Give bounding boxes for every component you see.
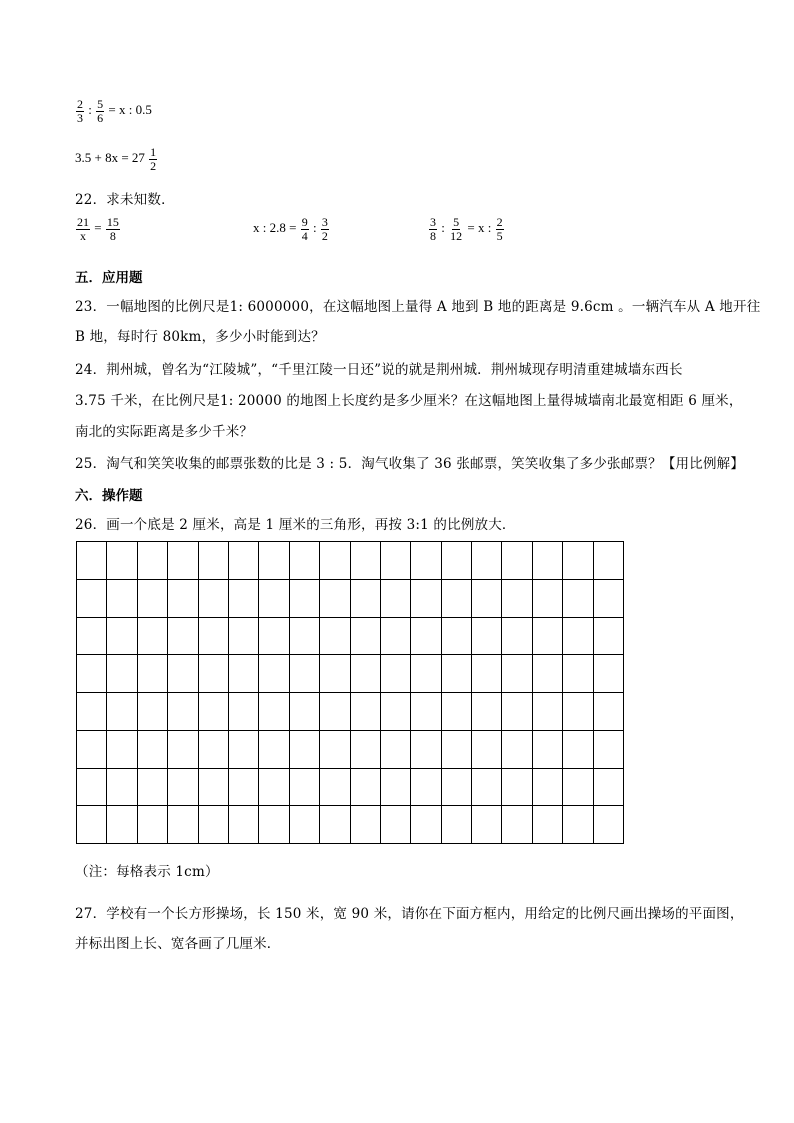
grid-cell[interactable] [563, 769, 593, 807]
grid-cell[interactable] [351, 542, 381, 580]
grid-cell[interactable] [168, 580, 198, 618]
grid-cell[interactable] [229, 769, 259, 807]
grid-cell[interactable] [472, 655, 502, 693]
q22-equation-1: $\frac{21}{x}$ = $\frac{15}{8}$ [77, 215, 119, 243]
section-heading-operations: 六．操作题 [75, 488, 143, 504]
question-25-line-1: 25．淘气和笑笑收集的邮票张数的比是 3 : 5．淘气收集了 36 张邮票，笑笑收集了多少张邮票？【用比例解】 [75, 456, 745, 472]
grid-cell[interactable] [533, 693, 563, 731]
grid-cell[interactable] [442, 618, 472, 656]
grid-cell[interactable] [107, 580, 137, 618]
grid-cell[interactable] [411, 731, 441, 769]
grid-cell[interactable] [472, 580, 502, 618]
grid-cell[interactable] [442, 655, 472, 693]
grid-cell[interactable] [259, 618, 289, 656]
grid-cell[interactable] [320, 655, 350, 693]
grid-cell[interactable] [77, 731, 107, 769]
grid-cell[interactable] [351, 655, 381, 693]
grid-cell[interactable] [502, 542, 532, 580]
grid-cell[interactable] [259, 731, 289, 769]
fraction: $\frac{21}{x}$ [77, 215, 89, 243]
grid-cell[interactable] [320, 618, 350, 656]
grid-cell[interactable] [138, 731, 168, 769]
grid-cell[interactable] [533, 655, 563, 693]
grid-cell[interactable] [290, 542, 320, 580]
grid-cell[interactable] [107, 618, 137, 656]
grid-cell[interactable] [290, 580, 320, 618]
grid-cell[interactable] [594, 731, 624, 769]
grid-cell[interactable] [411, 542, 441, 580]
grid-cell[interactable] [472, 542, 502, 580]
grid-cell[interactable] [168, 618, 198, 656]
fraction: $\frac{2}{5}$ [496, 215, 503, 243]
grid-cell[interactable] [107, 806, 137, 844]
grid-cell[interactable] [533, 731, 563, 769]
grid-cell[interactable] [107, 693, 137, 731]
equation-lhs: 3.5 + 8x = 27 [75, 150, 145, 166]
grid-cell[interactable] [77, 769, 107, 807]
grid-cell[interactable] [138, 580, 168, 618]
grid-cell[interactable] [107, 731, 137, 769]
grid-cell[interactable] [533, 769, 563, 807]
drawing-grid[interactable] [76, 541, 624, 844]
question-23-line-2: B 地，每时行 80km，多少小时能到达？ [75, 329, 325, 345]
grid-cell[interactable] [199, 769, 229, 807]
question-27-line-2: 并标出图上长、宽各画了几厘米． [75, 936, 281, 952]
grid-cell[interactable] [77, 693, 107, 731]
grid-cell[interactable] [199, 731, 229, 769]
grid-cell[interactable] [381, 580, 411, 618]
grid-cell[interactable] [381, 731, 411, 769]
grid-cell[interactable] [594, 806, 624, 844]
grid-cell[interactable] [320, 731, 350, 769]
grid-cell[interactable] [199, 580, 229, 618]
grid-cell[interactable] [563, 580, 593, 618]
grid-cell[interactable] [229, 618, 259, 656]
grid-cell[interactable] [138, 769, 168, 807]
grid-cell[interactable] [168, 731, 198, 769]
grid-cell[interactable] [533, 806, 563, 844]
grid-cell[interactable] [320, 542, 350, 580]
fraction: $\frac{5}{12}$ [450, 215, 463, 243]
grid-cell[interactable] [229, 655, 259, 693]
grid-cell[interactable] [259, 769, 289, 807]
grid-cell[interactable] [351, 769, 381, 807]
grid-cell[interactable] [594, 693, 624, 731]
grid-cell[interactable] [138, 693, 168, 731]
grid-cell[interactable] [320, 769, 350, 807]
grid-cell[interactable] [107, 542, 137, 580]
grid-cell[interactable] [502, 731, 532, 769]
grid-cell[interactable] [199, 693, 229, 731]
grid-cell[interactable] [229, 580, 259, 618]
grid-cell[interactable] [290, 731, 320, 769]
grid-cell[interactable] [107, 655, 137, 693]
grid-cell[interactable] [411, 655, 441, 693]
grid-cell[interactable] [77, 618, 107, 656]
grid-cell[interactable] [199, 542, 229, 580]
fraction: $\frac{1}{2}$ [150, 145, 157, 173]
grid-cell[interactable] [290, 769, 320, 807]
grid-cell[interactable] [563, 693, 593, 731]
grid-cell[interactable] [563, 731, 593, 769]
grid-cell[interactable] [77, 655, 107, 693]
grid-cell[interactable] [472, 769, 502, 807]
grid-cell[interactable] [502, 655, 532, 693]
grid-cell[interactable] [563, 542, 593, 580]
grid-cell[interactable] [168, 693, 198, 731]
grid-cell[interactable] [168, 655, 198, 693]
fraction: $\frac{3}{2}$ [321, 215, 328, 243]
grid-cell[interactable] [502, 618, 532, 656]
grid-cell[interactable] [77, 580, 107, 618]
grid-cell[interactable] [229, 806, 259, 844]
equation-2 [75, 146, 158, 172]
grid-note: （注：每格表示 1cm） [75, 864, 219, 880]
grid-cell[interactable] [411, 806, 441, 844]
grid-cell[interactable] [442, 769, 472, 807]
grid-cell[interactable] [320, 580, 350, 618]
grid-cell[interactable] [563, 618, 593, 656]
grid-cell[interactable] [138, 542, 168, 580]
question-26-line-1: 26．画一个底是 2 厘米，高是 1 厘米的三角形，再按 3:1 的比例放大． [75, 517, 516, 533]
grid-cell[interactable] [168, 542, 198, 580]
grid-cell[interactable] [533, 580, 563, 618]
grid-cell[interactable] [381, 655, 411, 693]
grid-cell[interactable] [290, 693, 320, 731]
grid-cell[interactable] [259, 693, 289, 731]
question-22-title: 22．求未知数． [75, 192, 175, 208]
grid-cell[interactable] [168, 806, 198, 844]
grid-cell[interactable] [290, 806, 320, 844]
grid-cell[interactable] [259, 655, 289, 693]
grid-cell[interactable] [381, 542, 411, 580]
grid-cell[interactable] [411, 618, 441, 656]
grid-cell[interactable] [77, 542, 107, 580]
grid-cell[interactable] [381, 806, 411, 844]
grid-cell[interactable] [259, 580, 289, 618]
grid-cell[interactable] [442, 542, 472, 580]
grid-cell[interactable] [199, 618, 229, 656]
equation-1: $\frac{2}{3}$ : $\frac{5}{6}$ = x : 0.5 [77, 97, 152, 125]
grid-cell[interactable] [320, 806, 350, 844]
grid-cell[interactable] [442, 806, 472, 844]
grid-cell[interactable] [381, 618, 411, 656]
grid-cell[interactable] [442, 731, 472, 769]
grid-cell[interactable] [411, 580, 441, 618]
grid-cell[interactable] [138, 655, 168, 693]
grid-cell[interactable] [533, 618, 563, 656]
grid-cell[interactable] [229, 731, 259, 769]
fraction: $\frac{5}{6}$ [97, 97, 104, 125]
question-23-line-1: 23．一幅地图的比例尺是1: 6000000，在这幅地图上量得 A 地到 B 地的距离是 9.6cm 。一辆汽车从 A 地开往 [75, 299, 761, 315]
grid-cell[interactable] [472, 806, 502, 844]
grid-cell[interactable] [411, 693, 441, 731]
grid-cell[interactable] [381, 769, 411, 807]
fraction: $\frac{9}{4}$ [301, 215, 308, 243]
grid-cell[interactable] [199, 655, 229, 693]
grid-cell[interactable] [502, 769, 532, 807]
grid-cell[interactable] [594, 769, 624, 807]
grid-cell[interactable] [229, 542, 259, 580]
section-heading-applications: 五．应用题 [75, 270, 143, 286]
grid-cell[interactable] [168, 769, 198, 807]
fraction: $\frac{15}{8}$ [106, 215, 119, 243]
grid-cell[interactable] [533, 542, 563, 580]
grid-cell[interactable] [472, 693, 502, 731]
q22-equation-2: x : 2.8 = $\frac{9}{4}$ : $\frac{3}{2}$ [253, 215, 328, 243]
grid-cell[interactable] [502, 580, 532, 618]
question-24-line-2: 3.75 千米，在比例尺是1: 20000 的地图上长度约是多少厘米？在这幅地图上量得城墙南北最宽相距 6 厘米， [75, 393, 743, 409]
grid-cell[interactable] [320, 693, 350, 731]
fraction: $\frac{3}{8}$ [430, 215, 436, 243]
q22-equation-3: $\frac{3}{8}$ : $\frac{5}{12}$ = x : $\frac{2}{5}$ [430, 215, 503, 243]
grid-cell[interactable] [351, 580, 381, 618]
grid-cell[interactable] [259, 542, 289, 580]
grid-cell[interactable] [594, 655, 624, 693]
grid-cell[interactable] [502, 693, 532, 731]
grid-cell[interactable] [107, 769, 137, 807]
grid-cell[interactable] [259, 806, 289, 844]
grid-cell[interactable] [351, 806, 381, 844]
grid-cell[interactable] [502, 806, 532, 844]
grid-cell[interactable] [563, 655, 593, 693]
grid-cell[interactable] [594, 618, 624, 656]
grid-cell[interactable] [77, 806, 107, 844]
grid-cell[interactable] [229, 693, 259, 731]
grid-cell[interactable] [472, 618, 502, 656]
grid-cell[interactable] [594, 580, 624, 618]
grid-cell[interactable] [563, 806, 593, 844]
grid-cell[interactable] [411, 769, 441, 807]
fraction: $\frac{2}{3}$ [77, 97, 83, 125]
grid-cell[interactable] [351, 618, 381, 656]
grid-cell[interactable] [442, 580, 472, 618]
question-24-line-3: 南北的实际距离是多少千米？ [75, 424, 254, 440]
grid-cell[interactable] [290, 655, 320, 693]
grid-cell[interactable] [351, 731, 381, 769]
grid-cell[interactable] [442, 693, 472, 731]
grid-cell[interactable] [138, 618, 168, 656]
grid-cell[interactable] [290, 618, 320, 656]
grid-cell[interactable] [594, 542, 624, 580]
grid-cell[interactable] [138, 806, 168, 844]
grid-cell[interactable] [351, 693, 381, 731]
grid-cell[interactable] [472, 731, 502, 769]
grid-cell[interactable] [199, 806, 229, 844]
question-24-line-1: 24．荆州城，曾名为“江陵城”，“千里江陵一日还”说的就是荆州城．荆州城现存明清重建城墙东西长 [75, 362, 683, 378]
question-27-line-1: 27．学校有一个长方形操场，长 150 米，宽 90 米，请你在下面方框内，用给定的比例尺画出操场的平面图， [75, 906, 744, 922]
grid-cell[interactable] [381, 693, 411, 731]
equation-rhs: = x : 0.5 [108, 102, 152, 118]
